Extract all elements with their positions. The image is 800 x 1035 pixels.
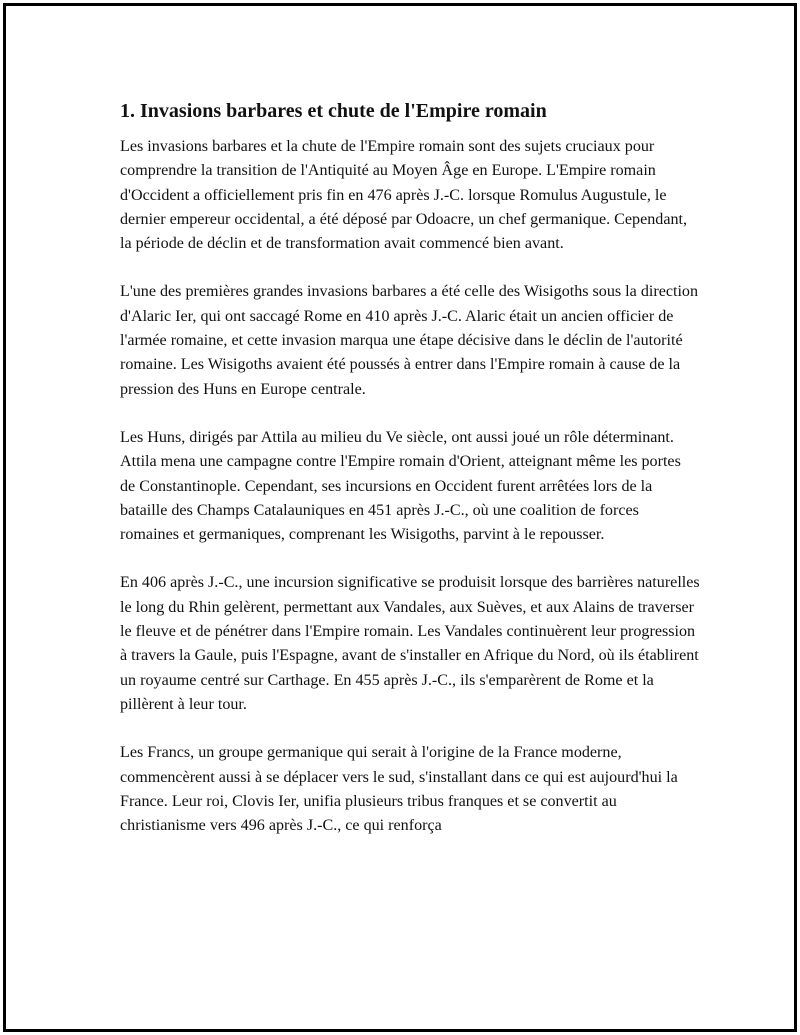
paragraph-4: En 406 après J.-C., une incursion significative se produisit lorsque des barrières naturelles le long du Rhin gelèrent, permettant aux Vandales, aux Suèves, et aux Alains de traverser le fleuve et de pénétrer dans l'Empire romain. Les Vandales continuèrent leur progression à travers la Gaule, puis l'Espagne, avant de s'installer en Afrique du Nord, où ils établirent un royaume centré sur Carthage. En 455 après J.-C., ils s'emparèrent de Rome et la pillèrent à leur tour.	[120, 574, 700, 713]
page-frame	[3, 3, 797, 1032]
document-body	[120, 98, 700, 862]
section-heading: 1. Invasions barbares et chute de l'Empire romain	[120, 100, 547, 122]
paragraph-2: L'une des premières grandes invasions barbares a été celle des Wisigoths sous la direction d'Alaric Ier, qui ont saccagé Rome en 410 après J.-C. Alaric était un ancien officier de l'armée romaine, et cette invasion marqua une étape décisive dans le déclin de l'autorité romaine. Les Wisigoths avaient été poussés à entrer dans l'Empire romain à cause de la pression des Huns en Europe centrale.	[120, 283, 699, 398]
paragraph-5: Les Francs, un groupe germanique qui serait à l'origine de la France moderne, commencèrent aussi à se déplacer vers le sud, s'installant dans ce qui est aujourd'hui la France. Leur roi, Clovis Ier, unifia plusieurs tribus franques et se convertit au christianisme vers 496 après J.-C., ce qui renforça	[120, 744, 678, 835]
paragraph-1: Les invasions barbares et la chute de l'Empire romain sont des sujets cruciaux pour comprendre la transition de l'Antiquité au Moyen Âge en Europe. L'Empire romain d'Occident a officiellement pris fin en 476 après J.-C. lorsque Romulus Augustule, le dernier empereur occidental, a été déposé par Odoacre, un chef germanique. Cependant, la période de déclin et de transformation avait commencé bien avant.	[120, 138, 688, 253]
paragraph-3: Les Huns, dirigés par Attila au milieu du Ve siècle, ont aussi joué un rôle déterminant. Attila mena une campagne contre l'Empire romain d'Orient, atteignant même les portes de Constantinople. Cependant, ses incursions en Occident furent arrêtées lors de la bataille des Champs Catalauniques en 451 après J.-C., où une coalition de forces romaines et germaniques, comprenant les Wisigoths, parvint à le repousser.	[120, 428, 681, 544]
